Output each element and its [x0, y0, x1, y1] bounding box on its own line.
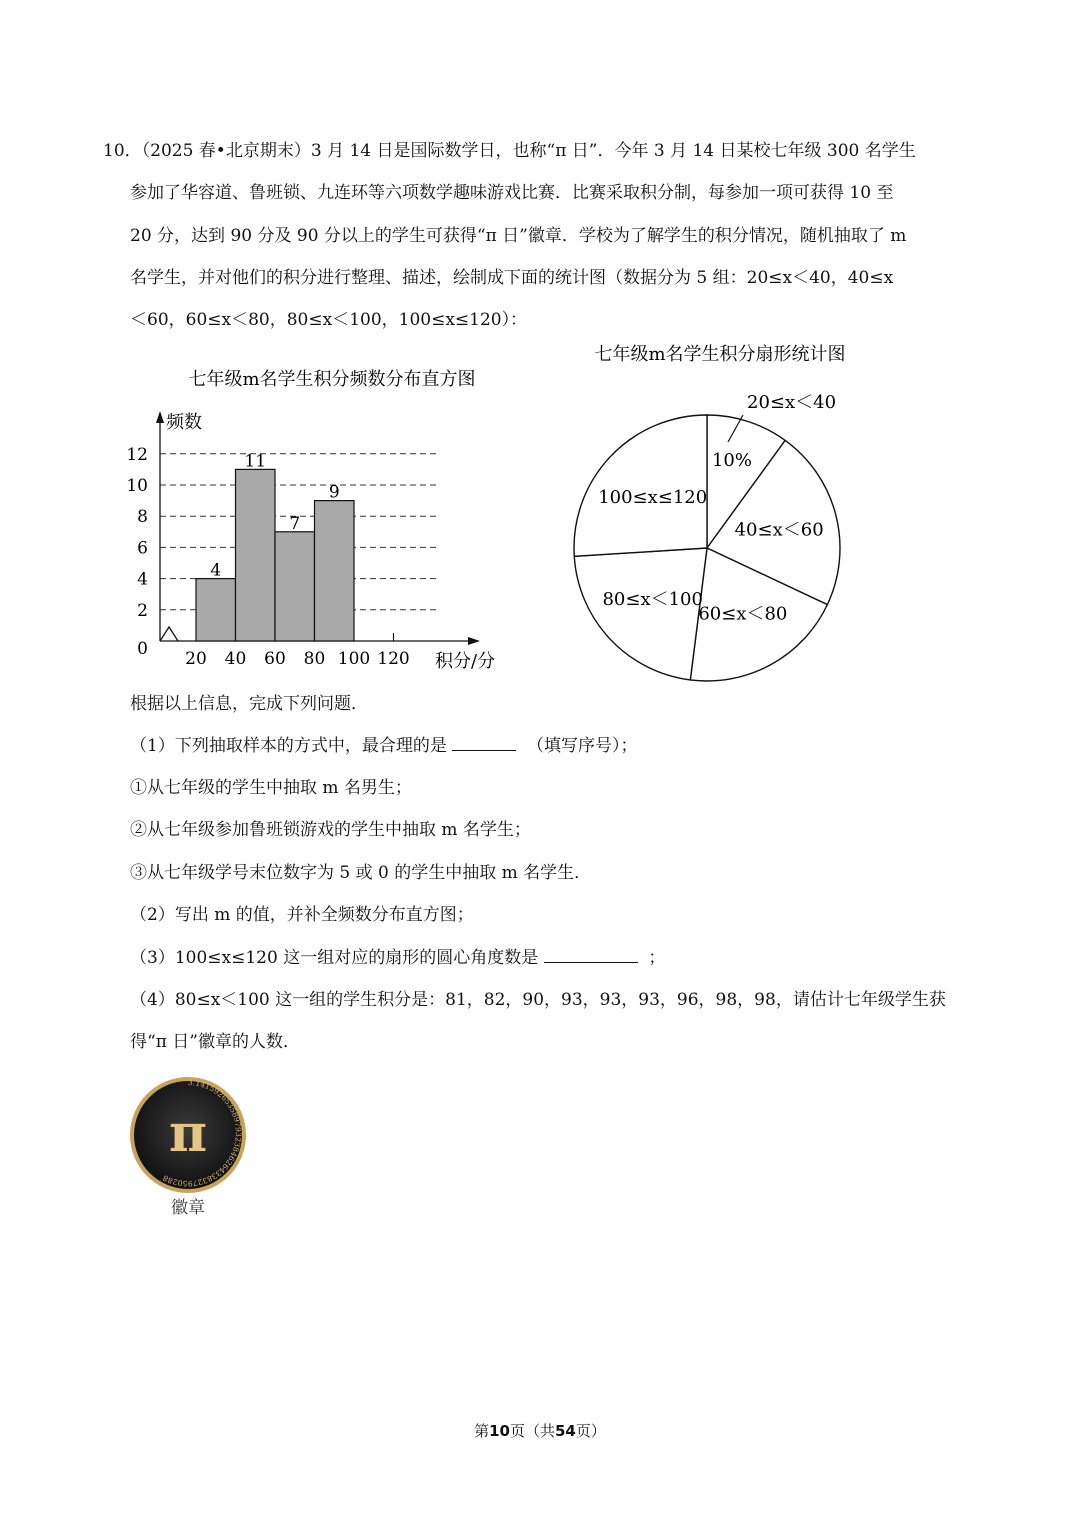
- pie-slice-label: 80≤x＜100: [602, 588, 703, 610]
- part-1: [130, 736, 638, 756]
- question-line-3: 20 分，达到 90 分及 90 分以上的学生可获得“π 日”徽章．学校为了解学生的积分情况，随机抽取了 m: [130, 226, 907, 246]
- bar-value-label: 7: [289, 513, 301, 534]
- histogram-bar: [236, 469, 276, 641]
- pie-title: 七年级m名学生积分扇形统计图: [594, 344, 846, 365]
- y-tick-label-6: 6: [137, 538, 148, 559]
- y-tick-label-0: 0: [137, 639, 148, 659]
- part-3: [130, 948, 665, 968]
- part-1-text: （1）下列抽取样本的方式中，最合理的是: [130, 736, 447, 756]
- x-tick-label-20: 20: [185, 649, 207, 669]
- badge-digits: 3.14159265358979323846264338327950288: [161, 1077, 243, 1189]
- y-tick-label-2: 2: [137, 600, 148, 621]
- option-3: ③从七年级学号末位数字为 5 或 0 的学生中抽取 m 名学生．: [130, 863, 592, 883]
- y-tick-label-10: 10: [126, 476, 148, 496]
- x-tick-label-80: 80: [303, 649, 326, 669]
- footer-total-pages: 54: [555, 1422, 576, 1440]
- badge-caption: 徽章: [171, 1198, 205, 1218]
- question-line-1: [103, 141, 916, 161]
- question-line-4: 名学生，并对他们的积分进行整理、描述，绘制成下面的统计图（数据分为 5 组：20≤x＜40，40≤x: [130, 268, 894, 288]
- part-3-text: （3）100≤x≤120 这一组对应的扇形的圆心角度数是: [130, 948, 539, 968]
- pie-slice-label: 60≤x＜80: [698, 603, 788, 625]
- y-tick-label-8: 8: [137, 507, 148, 528]
- footer-suffix: 页）: [575, 1422, 606, 1440]
- axis-break-icon: [160, 627, 178, 641]
- x-tick-label-120: 120: [377, 649, 410, 669]
- pie-slice-label: 20≤x＜40: [747, 392, 837, 413]
- histogram-bar: [315, 501, 355, 641]
- part-2: （2）写出 m 的值，并补全频数分布直方图；: [130, 905, 474, 925]
- x-axis-arrow-icon: [468, 637, 480, 645]
- pi-badge-image: [128, 1075, 248, 1220]
- question-line-2: 参加了华容道、鲁班锁、九连环等六项数学趣味游戏比赛．比赛采取积分制，每参加一项可获得 10 至: [130, 183, 894, 203]
- option-1: ①从七年级的学生中抽取 m 名男生；: [130, 778, 412, 798]
- page-footer: [0, 1420, 1080, 1441]
- bar-value-label: 4: [210, 560, 222, 581]
- pie-chart: [560, 335, 960, 685]
- histogram-chart: [120, 355, 520, 685]
- bar-value-label: 11: [244, 451, 267, 472]
- pie-slice-label: 40≤x＜60: [734, 519, 824, 541]
- y-tick-label-12: 12: [126, 444, 148, 465]
- pie-slice-label: 100≤x≤120: [598, 487, 708, 509]
- question-text-1: 3 月 14 日是国际数学日，也称“π 日”．今年 3 月 14 日某校七年级 300 名学生: [310, 141, 916, 161]
- x-tick-label-60: 60: [264, 649, 286, 669]
- histogram-bar: [275, 532, 315, 641]
- question-number: 10．: [103, 141, 142, 161]
- x-axis-label: 积分/分: [435, 651, 496, 672]
- histogram-bar: [196, 579, 236, 641]
- pi-symbol-icon: π: [168, 1103, 208, 1164]
- question-source: （2025 春•北京期末）: [141, 141, 311, 161]
- pie-slice: [574, 548, 707, 680]
- histogram-title: 七年级m名学生积分频数分布直方图: [188, 369, 476, 390]
- answer-blank-1[interactable]: [452, 736, 516, 751]
- bar-value-label: 9: [328, 482, 340, 503]
- x-tick-label-100: 100: [337, 649, 371, 669]
- footer-middle: 页（共: [509, 1422, 555, 1440]
- part-1-suffix: （填写序号）；: [527, 736, 638, 756]
- part-4-line-1: （4）80≤x＜100 这一组的学生积分是：81，82，90，93，93，93，96，98，98，请估计七年级学生获: [130, 990, 946, 1010]
- answer-blank-3[interactable]: [544, 948, 638, 963]
- instruction-text: 根据以上信息，完成下列问题．: [130, 694, 368, 714]
- option-2: ②从七年级参加鲁班锁游戏的学生中抽取 m 名学生；: [130, 820, 531, 840]
- y-axis-arrow-icon: [156, 411, 164, 423]
- pie-slice: [574, 415, 707, 556]
- pie-value-label: 10%: [711, 450, 753, 471]
- part-3-suffix: ；: [648, 948, 666, 968]
- part-4-line-2: 得“π 日”徽章的人数．: [130, 1032, 300, 1052]
- x-tick-label-40: 40: [224, 649, 247, 669]
- y-tick-label-4: 4: [137, 569, 148, 590]
- footer-page-number: 10: [489, 1422, 510, 1440]
- footer-prefix: 第: [474, 1422, 490, 1440]
- y-axis-label: 频数: [166, 412, 202, 433]
- question-line-5: ＜60，60≤x＜80，80≤x＜100，100≤x≤120）：: [130, 310, 528, 330]
